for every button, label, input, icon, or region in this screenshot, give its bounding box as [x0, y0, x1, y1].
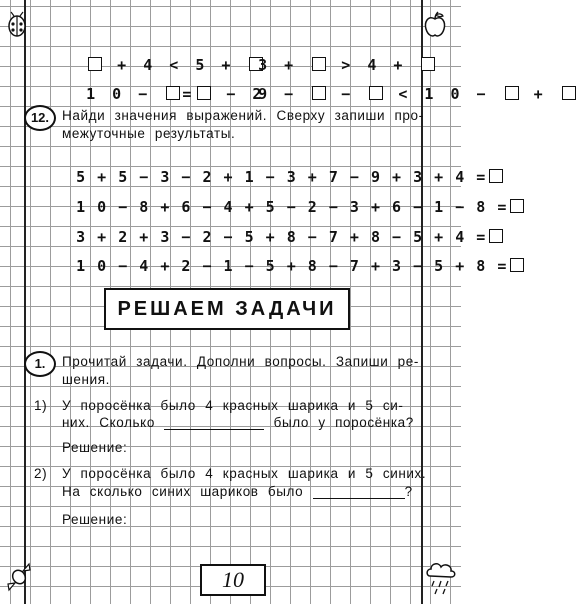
- fragment: −: [328, 85, 368, 103]
- problem-2-solution-label: Решение:: [62, 512, 128, 527]
- expression-text: 5 + 5 − 3 − 2 + 1 − 3 + 7 − 9 + 3 + 4 =: [76, 168, 487, 186]
- problem-1-line-1: У поросёнка было 4 красных шарика и 5 си-: [62, 398, 404, 413]
- task-12-text-line-2: межуточные результаты.: [62, 126, 236, 141]
- task-12-number: 12.: [24, 105, 56, 131]
- page-number: 10: [200, 564, 266, 596]
- question-blank[interactable]: [313, 498, 405, 499]
- answer-box[interactable]: [166, 86, 180, 100]
- task-1-text-line-2: шения.: [62, 372, 110, 387]
- answer-box[interactable]: [505, 86, 519, 100]
- expression-text: 1 0 − 4 + 2 − 1 − 5 + 8 − 7 + 3 − 5 + 8 =: [76, 257, 508, 275]
- fragment: − 2: [213, 85, 266, 103]
- task-12-text-line-1: Найди значения выражений. Сверху запиши про-: [62, 108, 424, 123]
- problem-1-number: 1): [34, 398, 48, 413]
- left-margin-line: [24, 0, 26, 604]
- answer-box[interactable]: [510, 199, 524, 213]
- fragment: + 4 < 5 +: [104, 56, 248, 74]
- problem-1-line-2-end: было у поросёнка?: [273, 415, 414, 430]
- section-title: РЕШАЕМ ЗАДАЧИ: [104, 288, 350, 330]
- expression-row: [34, 236, 526, 296]
- answer-box[interactable]: [312, 86, 326, 100]
- question-blank[interactable]: [164, 429, 264, 430]
- fragment: 1 0 −: [86, 85, 165, 103]
- problem-2-line-2: [62, 484, 413, 500]
- fragment: < 1 0 −: [385, 85, 503, 103]
- problem-1-solution-label: Решение:: [62, 440, 128, 455]
- task-1-number: 1.: [24, 351, 56, 377]
- fragment: 3 +: [258, 56, 311, 74]
- fragment: =: [182, 85, 196, 103]
- task-1-text-line-1: Прочитай задачи. Дополни вопросы. Запиши ре-: [62, 354, 419, 369]
- expression-text: 3 + 2 + 3 − 2 − 5 + 8 − 7 + 8 − 5 + 4 =: [76, 228, 487, 246]
- problem-2-line-1: У поросёнка было 4 красных шарика и 5 синих.: [62, 466, 427, 481]
- answer-box[interactable]: [369, 86, 383, 100]
- problem-2-number: 2): [34, 466, 48, 481]
- answer-box[interactable]: [562, 86, 576, 100]
- expression-text: 1 0 − 8 + 6 − 4 + 5 − 2 − 3 + 6 − 1 − 8 =: [76, 198, 508, 216]
- fragment: > 4 +: [328, 56, 420, 74]
- rain-cloud-icon: [424, 556, 458, 596]
- answer-box[interactable]: [510, 258, 524, 272]
- fragment: +: [520, 85, 560, 103]
- problem-2-line-2-end: ?: [404, 484, 413, 499]
- candy-icon: [4, 560, 34, 594]
- fragment: 9 −: [258, 85, 311, 103]
- problem-1-line-2-start: них. Сколько: [62, 415, 155, 430]
- problem-2-line-2-start: На сколько синих шариков было: [62, 484, 304, 499]
- ladybug-icon: [3, 10, 31, 40]
- problem-1-line-2: [62, 415, 414, 431]
